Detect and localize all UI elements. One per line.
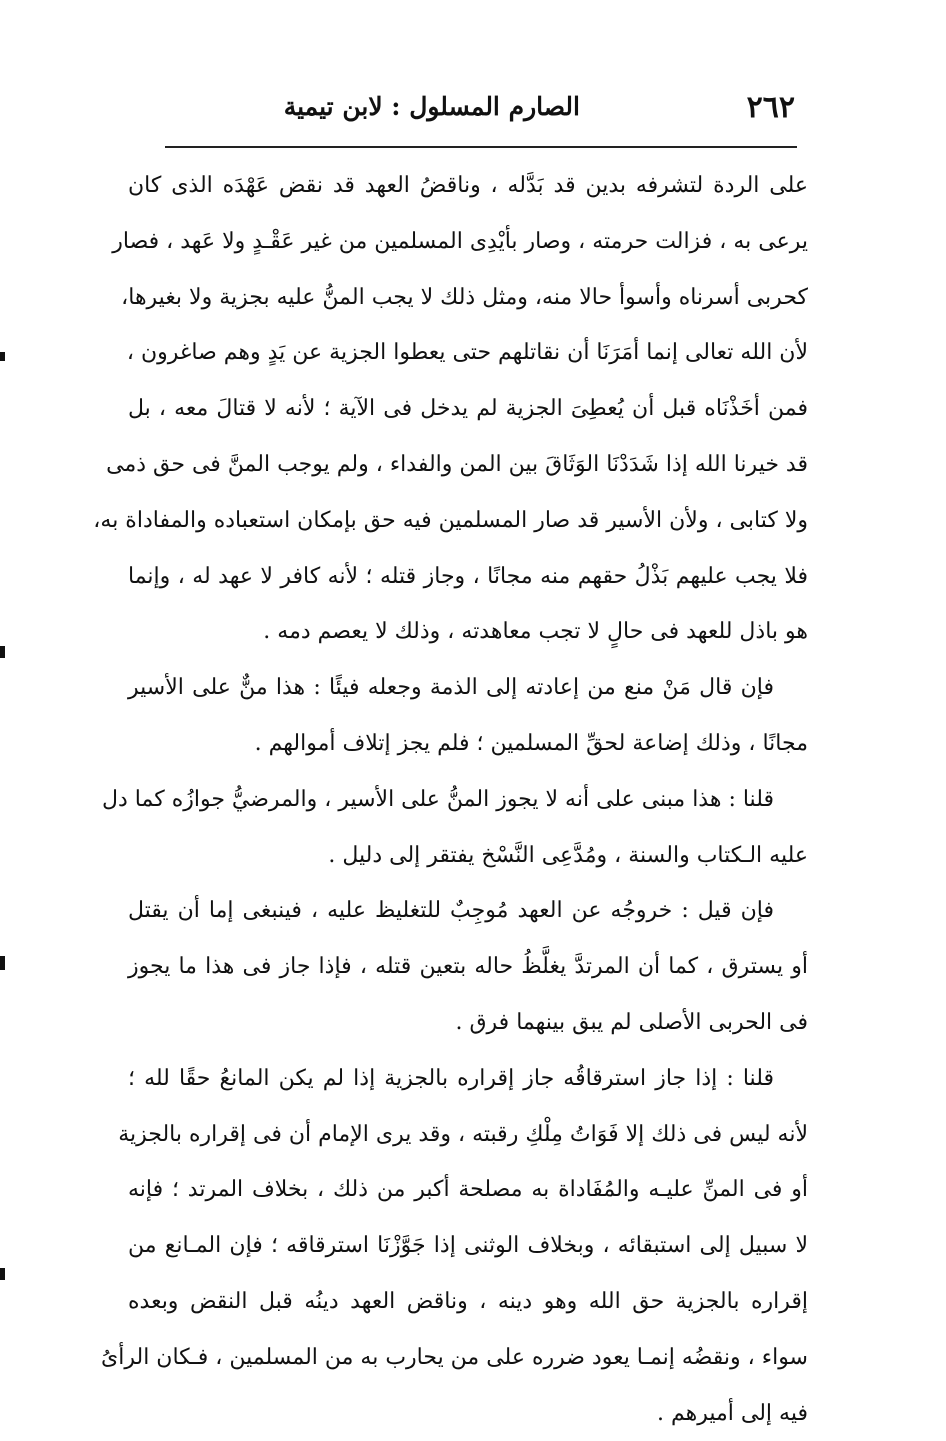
text-line: فى الحربى الأصلى لم يبق بينهما فرق . <box>455 1009 808 1035</box>
text-line: فمن أخَذْنَاه قبل أن يُعطِىَ الجزية لم يدخل فى الآية ؛ لأنه لا قتالَ معه ، بل <box>128 396 808 422</box>
text-line: كحربى أسرناه وأسوأ حالا منه، ومثل ذلك لا يجب المنُّ عليه بجزية ولا بغيرها، <box>121 284 808 310</box>
text-line: سواء ، ونقضُه إنمـا يعود ضرره على من يحارب به من المسلمين ، فـكان الرأىُ <box>101 1344 808 1370</box>
text-line: على الردة لتشرفه بدين قد بَدَّله ، وناقضُ العهد قد نقض عَهْدَه الذى كان <box>128 173 808 198</box>
text-line: ولا كتابى ، ولأن الأسير قد صار المسلمين فيه حق بإمكان استعباده والمفاداة به، <box>93 507 808 533</box>
scan-margin-mark <box>0 956 5 970</box>
text-line: قلنا : إذا جاز استرقاقُه جاز إقراره بالجزية إذا لم يكن المانعُ حقًا لله ؛ <box>128 1065 774 1091</box>
scan-margin-mark <box>0 352 5 361</box>
text-line: لا سبيل إلى استبقائه ، وبخلاف الوثنى إذا جَوَّزْنَا استرقاقه ؛ فإن المـانع من <box>128 1233 808 1259</box>
page-number: ٢٦٢ <box>746 90 795 125</box>
text-line: فإن قال مَنْ منع من إعادته إلى الذمة وجعله فيئًا : هذا منٌّ على الأسير <box>128 675 774 701</box>
text-line: فلا يجب عليهم بَذْلُ حقهم منه مجانًا ، وجاز قتله ؛ لأنه كافر لا عهد له ، وإنما <box>128 563 808 589</box>
body-text <box>93 158 808 1441</box>
text-line: فإن قيل : خروجُه عن العهد مُوجِبٌ للتغليظ عليه ، فينبغى إما أن يقتل <box>128 898 774 924</box>
text-line: فيه إلى أميرهم . <box>657 1400 808 1426</box>
text-line: أو يسترق ، كما أن المرتدَّ يغلَّظُ حاله بتعين قتله ، فإذا جاز فى هذا ما يجوز <box>128 954 808 980</box>
text-line: يرعى به ، فزالت حرمته ، وصار بأيْدِى المسلمين من غير عَقْـدٍ ولا عَهد ، فصار <box>112 228 808 254</box>
text-line: عليه الـكتاب والسنة ، ومُدَّعِى النَّسْخ يفتقر إلى دليل . <box>328 842 808 868</box>
text-line: مجانًا ، وذلك إضاعة لحقِّ المسلمين ؛ فلم يجز إتلاف أموالهم . <box>254 730 808 756</box>
page-header <box>165 82 795 142</box>
text-line: لأنه ليس فى ذلك إلا فَوَاتُ مِلْكِ رقبته ، وقد يرى الإمام أن فى إقراره بالجزية <box>118 1121 808 1147</box>
text-line: أو فى المنِّ عليـه والمُفَاداة به مصلحة أكبر من ذلك ، بخلاف المرتد ؛ فإنه <box>128 1177 808 1203</box>
text-line: هو باذل للعهد فى حالٍ لا تجب معاهدته ، وذلك لا يعصم دمه . <box>263 619 808 645</box>
header-rule <box>165 146 797 148</box>
text-line: لأن الله تعالى إنما أمَرَنَا أن نقاتلهم حتى يعطوا الجزية عن يَدٍ وهم صاغرون ، <box>126 340 808 366</box>
text-line: إقراره بالجزية حق الله وهو دينه ، وناقض العهد دينُه قبل النقض وبعده <box>128 1288 808 1314</box>
scan-margin-mark <box>0 1268 5 1280</box>
text-line: قد خيرنا الله إذا شَدَدْنَا الوَثَاقَ بين المن والفداء ، ولم يوجب المنَّ فى حق ذمى <box>106 451 808 477</box>
text-line: قلنا : هذا مبنى على أنه لا يجوز المنُّ على الأسير ، والمرضيُّ جوازُه كما دل <box>102 786 774 812</box>
running-title: الصارم المسلول : لابن تيمية <box>283 92 580 121</box>
scan-margin-mark <box>0 646 5 658</box>
